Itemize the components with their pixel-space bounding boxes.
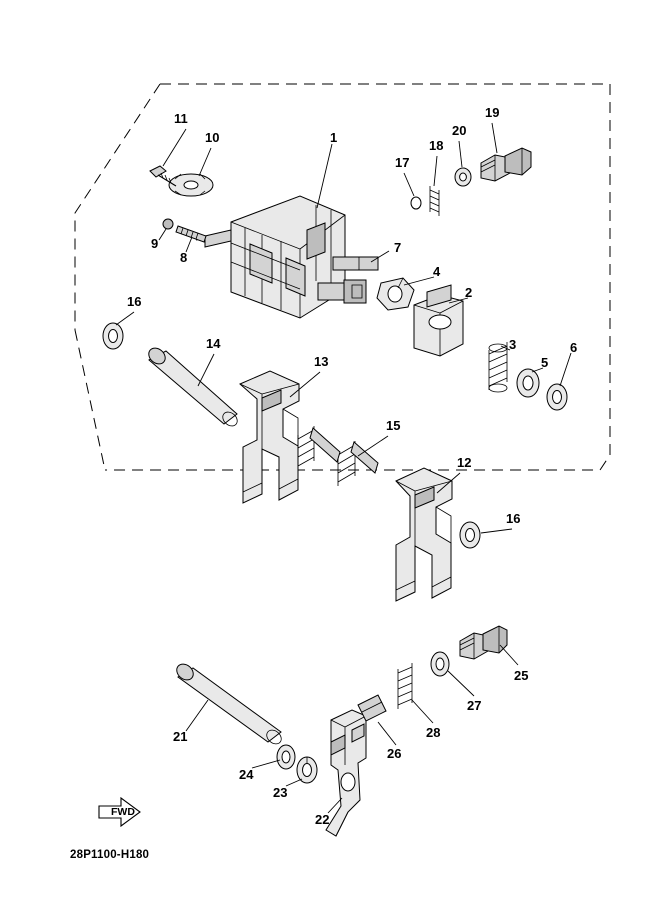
bearing-holder-2 — [414, 285, 463, 356]
spring-15 — [298, 426, 378, 486]
oil-seal-16-right — [460, 522, 480, 548]
callout-13: 13 — [314, 354, 329, 369]
coil-spring-3 — [489, 342, 507, 392]
part-code-label: 28P1100-H180 — [70, 849, 150, 861]
callout-16-right: 16 — [506, 511, 521, 526]
callout-10: 10 — [205, 130, 220, 145]
fwd-direction-label: FWD — [111, 806, 135, 818]
spring-18 — [430, 186, 439, 216]
circlip-23 — [297, 757, 317, 783]
callout-22: 22 — [315, 812, 330, 827]
callout-9: 9 — [151, 236, 159, 251]
callout-3: 3 — [509, 337, 517, 352]
ball-9 — [163, 219, 173, 229]
spring-28 — [398, 663, 412, 709]
washer-27 — [431, 652, 449, 676]
callout-4: 4 — [433, 264, 441, 279]
washer-20 — [455, 168, 471, 186]
callout-18: 18 — [429, 138, 444, 153]
guide-bar-14 — [146, 345, 240, 429]
shift-lever-22 — [326, 710, 366, 836]
callout-23: 23 — [273, 785, 288, 800]
bolt-19 — [481, 148, 531, 181]
shift-fork-13 — [240, 371, 299, 503]
bolt-25 — [460, 626, 507, 659]
shift-shaft-21 — [174, 661, 284, 747]
callout-7: 7 — [394, 240, 402, 255]
callout-11: 11 — [174, 111, 188, 126]
segment-plate — [169, 174, 213, 196]
callout-5: 5 — [541, 355, 549, 370]
washer-6 — [547, 384, 567, 410]
callout-17: 17 — [395, 155, 410, 170]
callout-14: 14 — [206, 336, 221, 351]
washer-5 — [517, 369, 539, 397]
shift-drum — [196, 196, 378, 318]
callout-25: 25 — [514, 668, 529, 683]
callout-28: 28 — [426, 725, 441, 740]
callout-26: 26 — [387, 746, 402, 761]
callout-21: 21 — [173, 729, 188, 744]
callout-1: 1 — [330, 130, 338, 145]
callout-20: 20 — [452, 123, 467, 138]
stopper-plate-4 — [377, 278, 414, 310]
callout-12: 12 — [457, 455, 472, 470]
callout-8: 8 — [180, 250, 188, 265]
callout-27: 27 — [467, 698, 482, 713]
washer-17 — [411, 197, 421, 209]
callout-24: 24 — [239, 767, 254, 782]
callout-15: 15 — [386, 418, 401, 433]
oil-seal-16-left — [103, 323, 123, 349]
callout-6: 6 — [570, 340, 578, 355]
callout-2: 2 — [465, 285, 473, 300]
shift-fork-12 — [396, 468, 452, 601]
callout-19: 19 — [485, 105, 500, 120]
washer-24 — [277, 745, 295, 769]
callout-16-left: 16 — [127, 294, 142, 309]
bolt-11 — [150, 166, 176, 186]
